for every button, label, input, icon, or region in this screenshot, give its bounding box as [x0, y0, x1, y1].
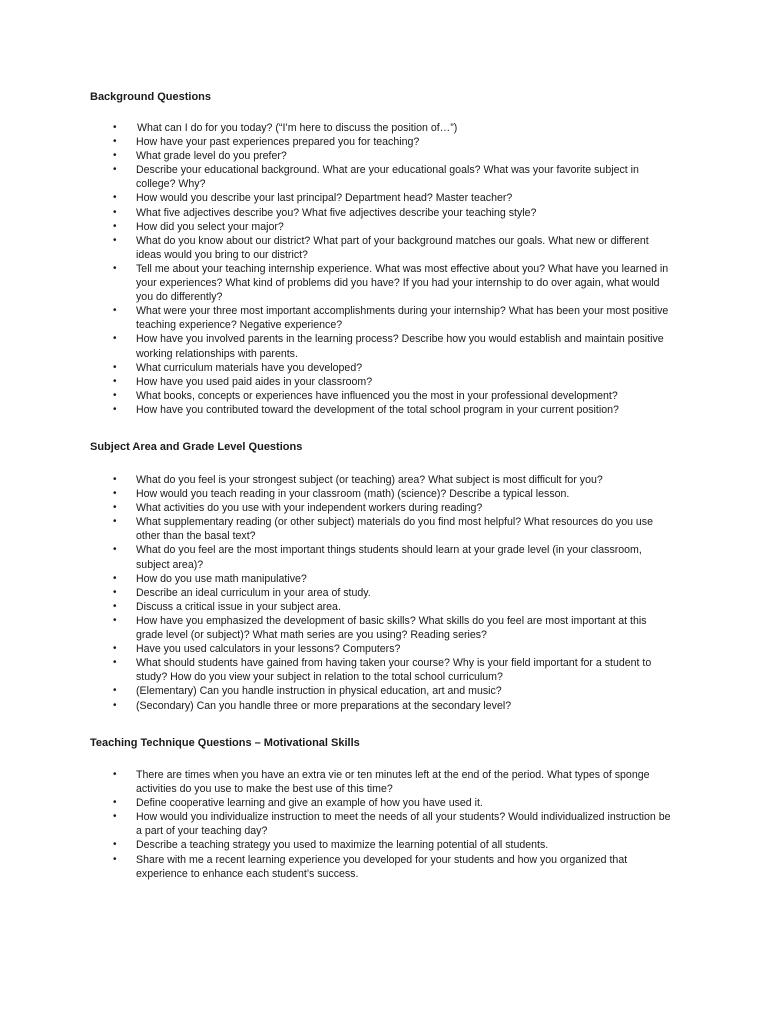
list-item: • What curriculum materials have you developed?: [113, 361, 363, 374]
bullet-icon: •: [113, 192, 117, 204]
list-item: • What were your three most important accomplishments during your internship? What has been your most positive teaching experience? Negative experience?: [113, 305, 669, 332]
bullet-icon: •: [113, 797, 117, 809]
list-item: • What supplementary reading (or other subject) materials do you find most helpful? What resources do you use other than the basal text?: [113, 516, 653, 543]
list-item: • What do you feel are the most important things students should learn at your grade level (in your classroom, subject area)?: [113, 544, 642, 571]
section-title-subject-area: Subject Area and Grade Level Questions: [90, 441, 303, 453]
bullet-icon: •: [113, 488, 117, 500]
list-item: • Describe your educational background. What are your educational goals? What was your favorite subject in college? Why?: [113, 164, 639, 191]
bullet-icon: •: [113, 586, 117, 598]
list-item: • (Secondary) Can you handle three or more preparations at the secondary level?: [113, 699, 512, 712]
bullet-icon: •: [113, 839, 117, 851]
bullet-icon: •: [113, 150, 117, 162]
bullet-icon: •: [113, 600, 117, 612]
bullet-icon: •: [113, 305, 117, 317]
list-item: • How have you used paid aides in your classroom?: [113, 375, 373, 388]
bullet-icon: •: [113, 657, 117, 669]
bullet-icon: •: [113, 361, 117, 373]
list-item: • How have you involved parents in the learning process? Describe how you would establish and maintain positive working relationships with parents.: [113, 333, 664, 360]
list-item: • How would you describe your last principal? Department head? Master teacher?: [113, 192, 513, 205]
background-questions-list: [0, 121, 768, 417]
list-item: • What books, concepts or experiences have influenced you the most in your professional development?: [113, 389, 618, 402]
list-item: • What should students have gained from having taken your course? Why is your field important for a student to study? How do you view your subject in relation to the total school curriculum?: [113, 657, 652, 684]
bullet-icon: •: [113, 643, 117, 655]
list-item: • How do you use math manipulative?: [113, 572, 307, 585]
list-item: • Tell me about your teaching internship experience. What was most effective about you? What have you learned in your experiences? What kind of problems did you have? If you had your internship to do over again, what would you do differently?: [113, 262, 669, 304]
list-item: • How have you emphasized the development of basic skills? What skills do you feel are most important at this grade level (or subject)? What math series are you using? Reading series?: [113, 614, 647, 642]
bullet-icon: •: [113, 136, 117, 148]
bullet-icon: •: [113, 699, 117, 711]
list-item: • Describe an ideal curriculum in your area of study.: [113, 586, 371, 599]
bullet-icon: •: [113, 234, 117, 246]
bullet-icon: •: [113, 685, 117, 697]
bullet-icon: •: [113, 474, 117, 485]
list-item: • What do you feel is your strongest subject (or teaching) area? What subject is most difficult for you?: [113, 474, 603, 486]
bullet-icon: •: [113, 544, 117, 556]
list-item: • How have you contributed toward the development of the total school program in your current position?: [113, 403, 619, 416]
bullet-icon: •: [113, 333, 117, 345]
bullet-icon: •: [113, 769, 117, 780]
list-item: • How did you select your major?: [113, 220, 284, 233]
list-item: • What five adjectives describe you? What five adjectives describe your teaching style?: [113, 206, 537, 219]
list-item: • Describe a teaching strategy you used to maximize the learning potential of all students.: [113, 839, 549, 852]
list-item: • (Elementary) Can you handle instruction in physical education, art and music?: [113, 685, 502, 698]
list-item: • Discuss a critical issue in your subject area.: [113, 600, 341, 613]
list-item: • How would you individualize instruction to meet the needs of all your students? Would individualized instruction be a part of your teaching day?: [113, 811, 671, 838]
bullet-icon: •: [113, 516, 117, 528]
bullet-icon: •: [113, 206, 117, 218]
section-title-teaching-technique: Teaching Technique Questions – Motivational Skills: [90, 737, 360, 749]
bullet-icon: •: [113, 375, 117, 387]
subject-area-questions-list: [0, 473, 768, 713]
list-item: • Define cooperative learning and give an example of how you have used it.: [113, 797, 483, 810]
list-item: • Have you used calculators in your lessons? Computers?: [113, 643, 401, 656]
bullet-icon: •: [113, 389, 117, 401]
list-item: • What activities do you use with your independent workers during reading?: [113, 502, 483, 515]
bullet-icon: •: [113, 262, 117, 274]
bullet-icon: •: [113, 122, 117, 133]
bullet-icon: •: [113, 220, 117, 232]
section-title-background: Background Questions: [90, 91, 212, 103]
list-item: • There are times when you have an extra vie or ten minutes left at the end of the period. What types of sponge activities do you use to make the best use of this time?: [113, 769, 650, 796]
bullet-icon: •: [113, 502, 117, 514]
bullet-icon: •: [113, 853, 117, 865]
bullet-icon: •: [113, 614, 117, 626]
bullet-icon: •: [113, 403, 117, 415]
bullet-icon: •: [113, 811, 117, 823]
list-item: • What do you know about our district? What part of your background matches our goals. What new or different ideas would you bring to our district?: [113, 234, 649, 261]
list-item: • What can I do for you today? (“I’m here to discuss the position of…”): [113, 122, 458, 134]
list-item: • How would you teach reading in your classroom (math) (science)? Describe a typical lesson.: [113, 488, 570, 501]
bullet-icon: •: [113, 572, 117, 584]
bullet-icon: •: [113, 164, 117, 176]
list-item: • Share with me a recent learning experience you developed for your students and how you organized that experience to enhance each student’s success.: [113, 853, 628, 880]
teaching-technique-questions-list: [0, 768, 768, 881]
list-item: • How have your past experiences prepared you for teaching?: [113, 136, 420, 149]
list-item: • What grade level do you prefer?: [113, 150, 287, 163]
